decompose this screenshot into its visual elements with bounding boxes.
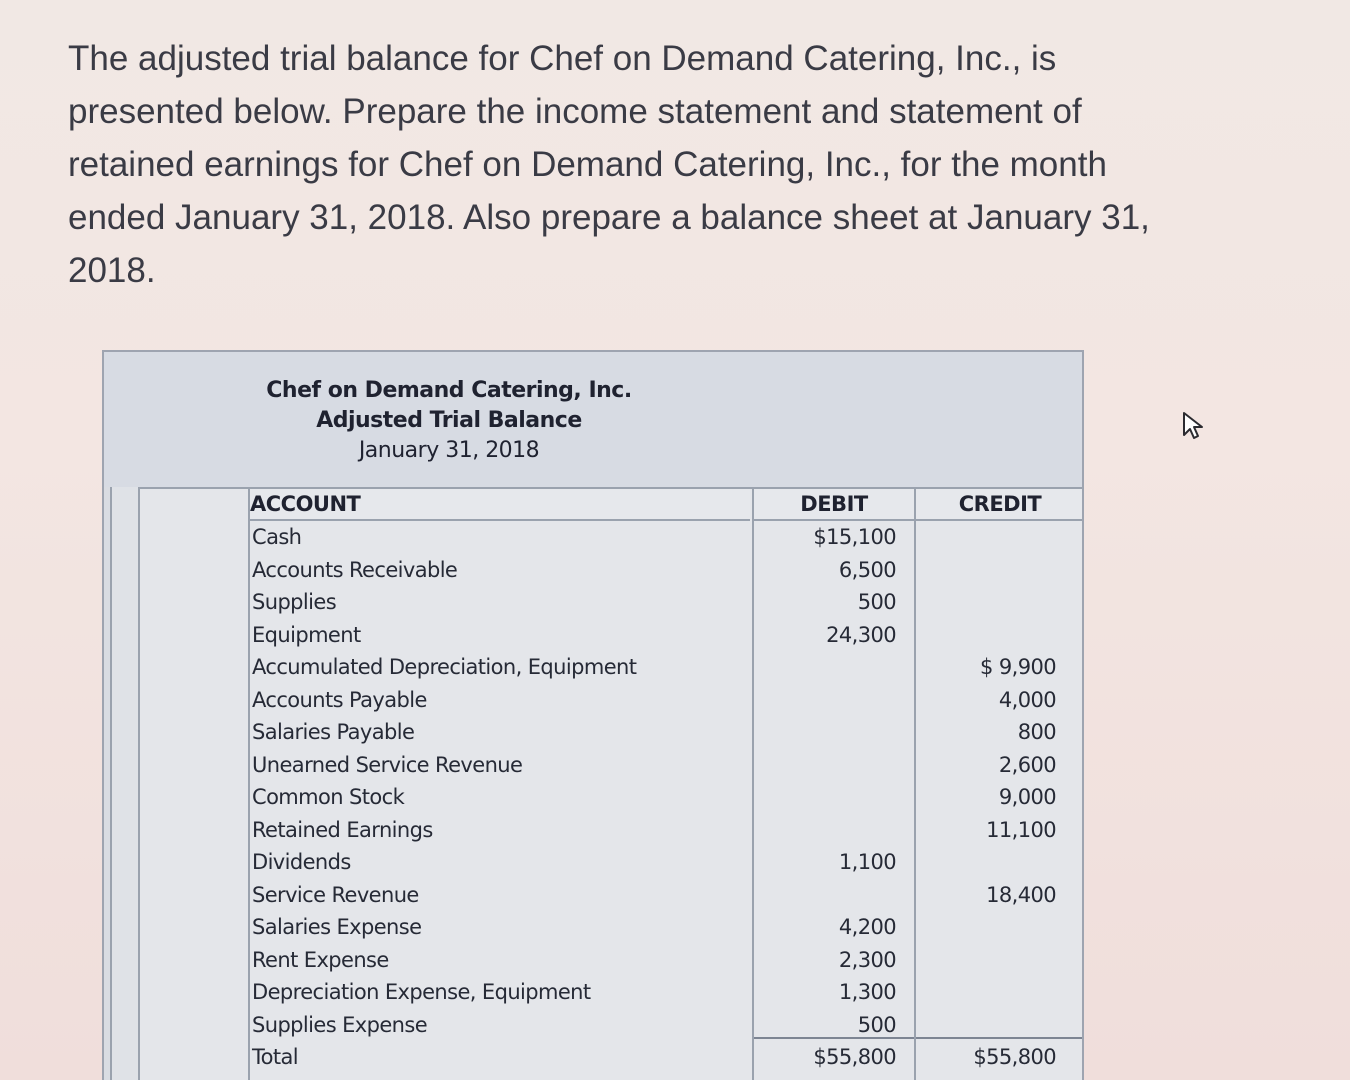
account-name: Retained Earnings <box>252 817 433 842</box>
credit-total: $55,800 <box>973 1045 1056 1069</box>
table-header <box>104 352 1082 489</box>
table-row <box>104 814 1082 847</box>
credit-amount: 800 <box>1017 720 1056 744</box>
credit-column-header: CREDIT <box>916 489 1084 521</box>
debit-total-rule <box>754 1037 914 1039</box>
table-row <box>104 781 1082 814</box>
statement-date: January 31, 2018 <box>358 438 540 463</box>
credit-amount: 18,400 <box>986 882 1056 907</box>
table-row <box>104 651 1082 684</box>
account-name: Unearned Service Revenue <box>252 752 523 777</box>
debit-total: $55,800 <box>813 1045 896 1069</box>
debit-amount: 1,300 <box>838 980 896 1004</box>
debit-amount: 2,300 <box>838 947 896 972</box>
account-name: Supplies <box>252 590 337 614</box>
credit-amount: 9,000 <box>998 785 1056 809</box>
column-divider <box>1082 487 1084 1080</box>
table-row <box>104 911 1082 944</box>
mouse-pointer-icon <box>1181 411 1207 441</box>
account-name: Salaries Expense <box>252 915 422 939</box>
credit-amount: $ 9,900 <box>980 655 1056 679</box>
table-row <box>104 586 1082 619</box>
credit-amount: 4,000 <box>998 687 1056 712</box>
debit-amount: 24,300 <box>826 622 896 647</box>
table-row <box>104 879 1082 912</box>
account-name: Supplies Expense <box>252 1012 428 1037</box>
credit-total-rule <box>916 1037 1084 1039</box>
table-row <box>104 944 1082 977</box>
table-row <box>104 554 1082 587</box>
total-row <box>104 1041 1082 1074</box>
credit-amount: 2,600 <box>998 752 1056 777</box>
account-column-header: ACCOUNT <box>250 489 750 521</box>
problem-prompt <box>68 32 1168 297</box>
prompt-line: presented below. Prepare the income statement and statement of <box>68 92 1082 131</box>
account-name: Accounts Receivable <box>252 557 458 582</box>
table-row <box>104 749 1082 782</box>
table-row <box>104 716 1082 749</box>
account-name: Common Stock <box>252 785 405 809</box>
debit-amount: 1,100 <box>838 850 896 874</box>
debit-amount: 6,500 <box>838 557 896 582</box>
table-row <box>104 619 1082 652</box>
total-label: Total <box>252 1045 299 1069</box>
credit-amount: 11,100 <box>986 817 1056 842</box>
trial-balance-table <box>102 350 1084 1080</box>
table-row <box>104 976 1082 1009</box>
company-name: Chef on Demand Catering, Inc. <box>266 378 632 403</box>
statement-title: Adjusted Trial Balance <box>316 408 582 433</box>
account-name: Service Revenue <box>252 882 419 907</box>
account-name: Rent Expense <box>252 947 389 972</box>
prompt-line: retained earnings for Chef on Demand Catering, Inc., for the month <box>68 145 1107 184</box>
account-name: Salaries Payable <box>252 720 415 744</box>
debit-amount: 500 <box>857 590 896 614</box>
table-row <box>104 521 1082 554</box>
account-rows <box>104 521 1082 1074</box>
debit-amount: 500 <box>857 1012 896 1037</box>
account-name: Depreciation Expense, Equipment <box>252 980 591 1004</box>
prompt-line: ended January 31, 2018. Also prepare a balance sheet at January 31, <box>68 198 1150 237</box>
table-row <box>104 684 1082 717</box>
account-name: Equipment <box>252 622 361 647</box>
account-name: Accumulated Depreciation, Equipment <box>252 655 637 679</box>
debit-column-header: DEBIT <box>754 489 914 521</box>
account-name: Cash <box>252 525 302 549</box>
prompt-line: The adjusted trial balance for Chef on Demand Catering, Inc., is <box>68 39 1057 78</box>
prompt-line: 2018. <box>68 251 156 290</box>
debit-amount: 4,200 <box>838 915 896 939</box>
debit-amount: $15,100 <box>813 525 896 549</box>
account-name: Accounts Payable <box>252 687 427 712</box>
table-row <box>104 846 1082 879</box>
account-name: Dividends <box>252 850 351 874</box>
